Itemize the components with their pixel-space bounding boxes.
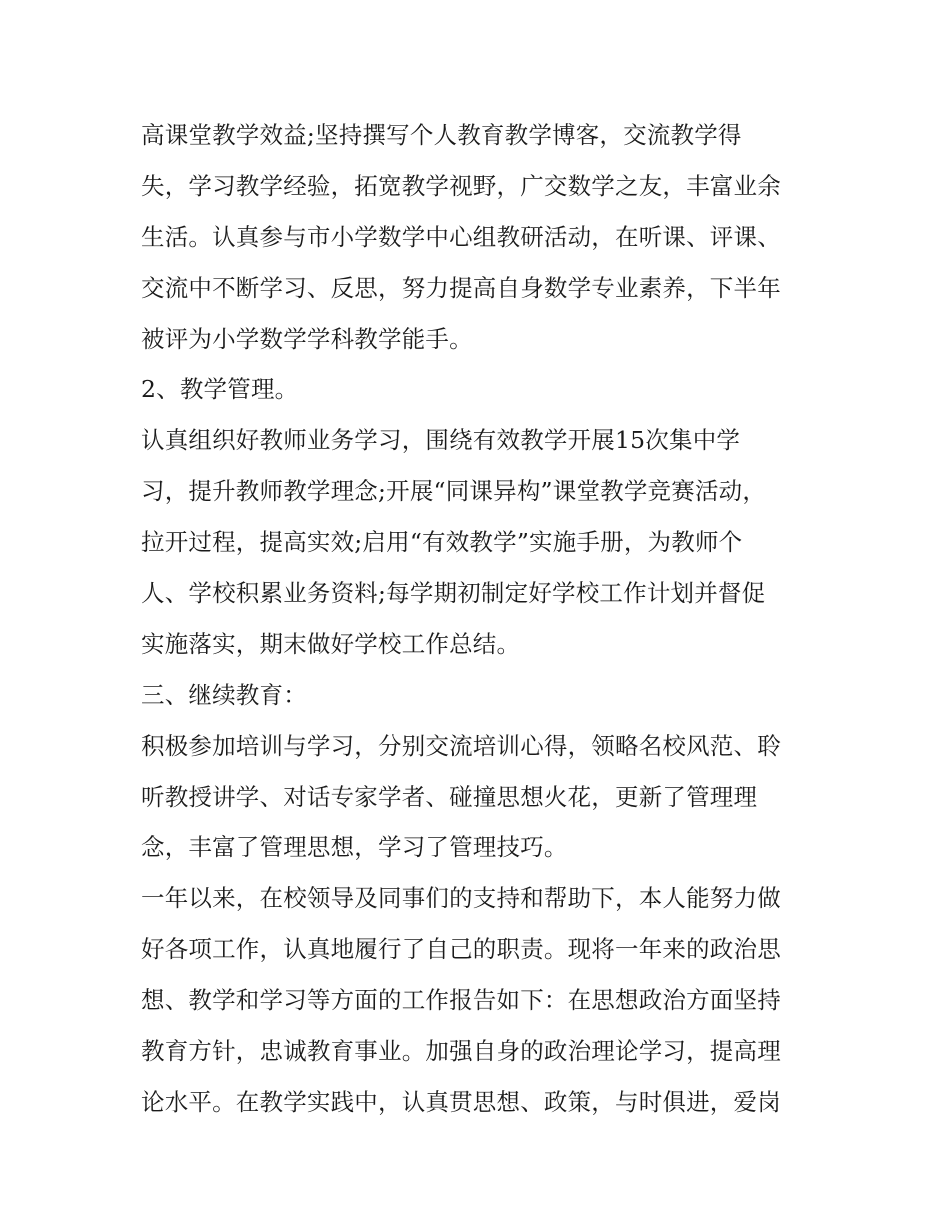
- text-line: 一年以来，在校领导及同事们的支持和帮助下，本人能努力做: [141, 884, 781, 913]
- text-line: 实施落实，期末做好学校工作总结。: [141, 629, 521, 658]
- text-line: 听教授讲学、对话专家学者、碰撞思想火花，更新了管理理: [141, 782, 758, 811]
- text-line: 念，丰富了管理思想，学习了管理技巧。: [141, 833, 568, 862]
- section-heading: 2、教学管理。: [141, 375, 299, 404]
- text-line: 交流中不断学习、反思，努力提高自身数学专业素养，下半年: [141, 273, 781, 302]
- text-line: 教育方针，忠诚教育事业。加强自身的政治理论学习，提高理: [141, 1037, 781, 1066]
- text-line: 失，学习教学经验，拓宽教学视野，广交数学之友，丰富业余: [141, 171, 781, 200]
- text-line: 习，提升教师教学理念;开展“同课异构”课堂教学竞赛活动，: [141, 477, 767, 506]
- text-line: 想、教学和学习等方面的工作报告如下：在思想政治方面坚持: [141, 986, 781, 1015]
- text-line: 人、学校积累业务资料;每学期初制定好学校工作计划并督促: [141, 579, 766, 608]
- text-line: 生活。认真参与市小学数学中心组教研活动，在听课、评课、: [141, 222, 781, 251]
- text-line: 拉开过程，提高实效;启用“有效教学”实施手册，为教师个: [141, 528, 743, 557]
- text-line: 论水平。在教学实践中，认真贯思想、政策，与时俱进，爱岗: [141, 1087, 781, 1116]
- text-line: 积极参加培训与学习，分别交流培训心得，领略名校风范、聆: [141, 731, 781, 760]
- document-body: [141, 110, 821, 1128]
- text-line: 高课堂教学效益;坚持撰写个人教育教学博客，交流教学得: [141, 121, 742, 149]
- text-line: 好各项工作，认真地履行了自己的职责。现将一年来的政治思: [141, 935, 781, 964]
- section-heading: 三、继续教育：: [141, 680, 307, 709]
- text-line: 被评为小学数学学科教学能手。: [141, 324, 473, 353]
- text-line: 认真组织好教师业务学习，围绕有效教学开展15次集中学: [141, 426, 741, 455]
